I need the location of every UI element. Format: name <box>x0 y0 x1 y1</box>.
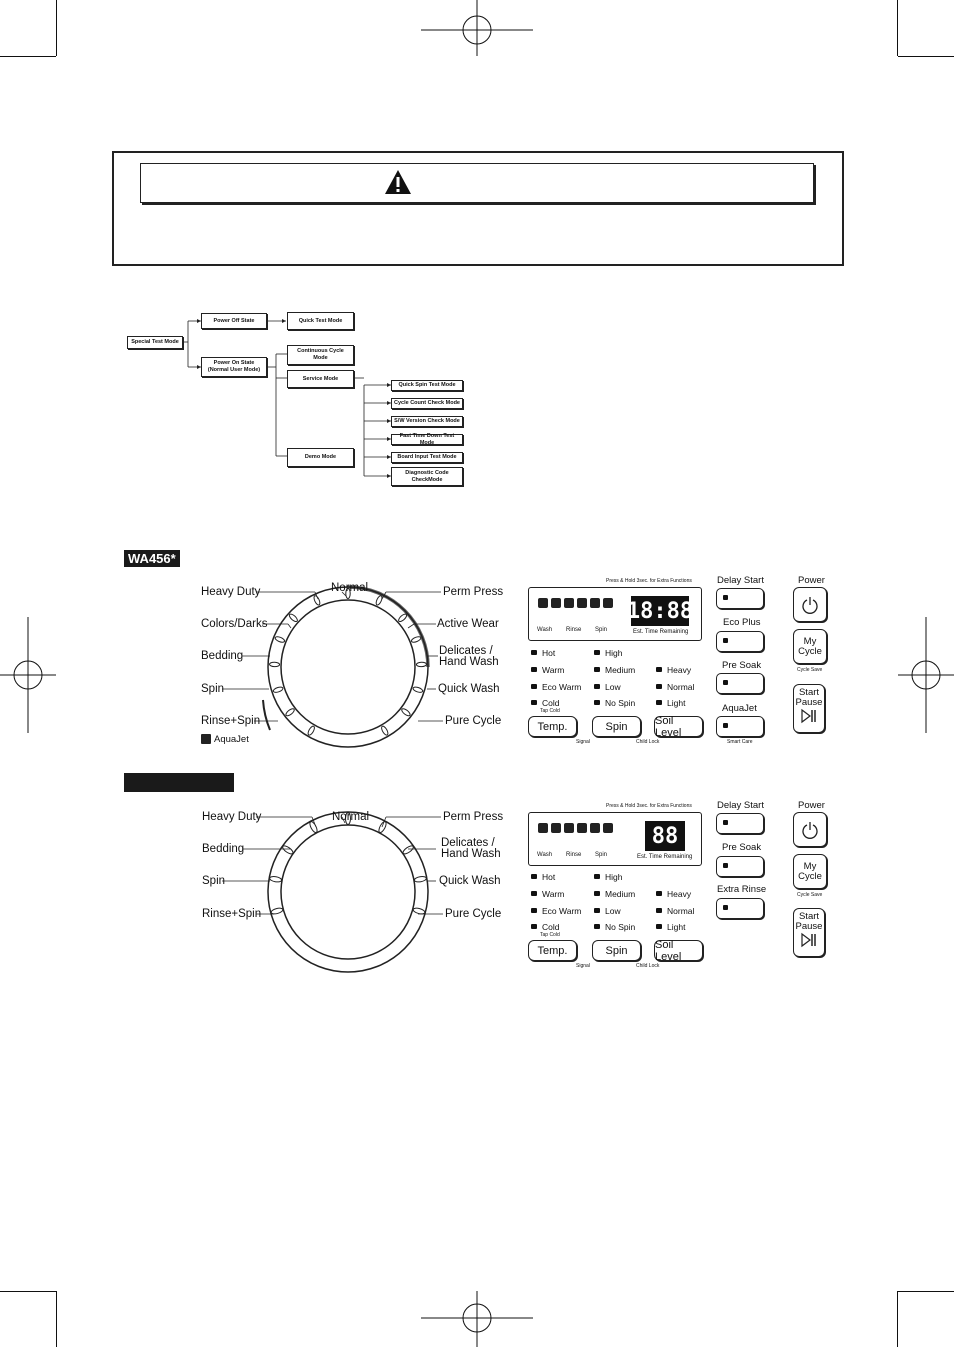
dial-indicator <box>375 595 383 606</box>
soil-option-light: Light <box>656 698 685 708</box>
spin-option-high: High <box>594 872 622 882</box>
pre-soak-button[interactable] <box>716 673 764 694</box>
start-pause-button[interactable] <box>793 684 825 733</box>
power-label: Power <box>798 575 825 586</box>
dial-label-quick-wash: Quick Wash <box>439 875 501 887</box>
dial-label-rinse-spin: Rinse+Spin <box>201 715 261 727</box>
flow-service-mode: Service Mode <box>287 370 354 388</box>
flow-continuous-cycle: Continuous Cycle Mode <box>287 345 354 365</box>
eco-plus-label: Eco Plus <box>723 617 761 628</box>
display-icons <box>538 823 613 833</box>
cycle-save-label: Cycle Save <box>797 892 823 898</box>
dial-label-heavy-duty: Heavy Duty <box>202 811 262 823</box>
model-badge: WA456* <box>124 550 180 567</box>
dial-label-heavy-duty: Heavy Duty <box>201 586 261 598</box>
dial-indicator <box>269 662 279 667</box>
flow-service-item: Fast Time Down Test Mode <box>391 434 463 445</box>
tap-cold-label: Tap Cold <box>540 708 560 714</box>
dial-indicator <box>412 686 423 693</box>
dial-indicator <box>397 613 407 623</box>
dial-label-spin: Spin <box>202 875 226 887</box>
spin-option-no-spin: No Spin <box>594 922 635 932</box>
temp-option-hot: Hot <box>531 872 555 882</box>
status-wash: Wash <box>537 852 553 858</box>
dial-label-delicates: Delicates / Hand Wash <box>439 645 499 668</box>
tap-cold-label: Tap Cold <box>540 932 560 938</box>
start-pause-button[interactable] <box>793 908 825 957</box>
soil-option-heavy: Heavy <box>656 889 691 899</box>
aquajet-button[interactable] <box>716 716 764 737</box>
smart-care-label: Smart Care <box>727 739 753 745</box>
status-rinse: Rinse <box>566 627 582 633</box>
temp-option-cold: Cold <box>531 698 559 708</box>
power-label: Power <box>798 800 825 811</box>
model-badge-2 <box>124 773 234 792</box>
signal-label: Signal <box>576 739 590 745</box>
dial-indicator <box>414 876 427 883</box>
my-cycle-button[interactable]: My Cycle <box>793 854 827 889</box>
flowchart-connectors <box>0 0 954 500</box>
status-icon <box>564 823 574 833</box>
soil-level-button[interactable]: Soil Level <box>654 940 703 961</box>
dial-label-rinse-spin: Rinse+Spin <box>202 908 262 920</box>
status-wash: Wash <box>537 627 553 633</box>
child-lock-label: Child Lock <box>636 739 660 745</box>
display-icons <box>538 598 613 608</box>
flow-demo-mode: Demo Mode <box>287 448 354 467</box>
soil-option-light: Light <box>656 922 685 932</box>
time-display: 88 <box>645 821 685 851</box>
power-icon <box>801 821 819 839</box>
dial-indicator <box>281 844 294 855</box>
time-display: 18:88 <box>631 596 689 626</box>
status-spin: Spin <box>595 852 608 858</box>
dial-label-normal: Normal <box>332 811 370 823</box>
temp-button[interactable]: Temp. <box>528 940 577 961</box>
eco-plus-button[interactable] <box>716 631 764 652</box>
est-time-label: Est. Time Remaining <box>633 629 689 635</box>
spin-option-no-spin: No Spin <box>594 698 635 708</box>
flow-service-item: Cycle Count Check Mode <box>391 398 463 409</box>
pre-soak-label: Pre Soak <box>722 660 762 671</box>
aquajet-label: AquaJet <box>214 734 249 745</box>
temp-option-warm: Warm <box>531 889 564 899</box>
my-cycle-button[interactable]: My Cycle <box>793 629 827 664</box>
spin-option-medium: Medium <box>594 889 635 899</box>
spin-option-low: Low <box>594 906 621 916</box>
temp-option-cold: Cold <box>531 922 559 932</box>
display-panel <box>528 587 702 641</box>
status-icon <box>590 823 600 833</box>
temp-option-warm: Warm <box>531 665 564 675</box>
spin-button[interactable]: Spin <box>592 716 641 737</box>
flow-service-item: S/W Version Check Mode <box>391 416 463 427</box>
dial-indicator <box>401 707 412 717</box>
dial-label-pure-cycle: Pure Cycle <box>445 908 502 920</box>
signal-label: Signal <box>576 963 590 969</box>
status-icon <box>564 598 574 608</box>
soil-option-heavy: Heavy <box>656 665 691 675</box>
dial-indicator <box>307 725 316 736</box>
dial-label-perm-press: Perm Press <box>443 586 504 598</box>
power-icon <box>801 596 819 614</box>
dial-indicator <box>269 876 282 883</box>
soil-level-button[interactable]: Soil Level <box>654 716 703 737</box>
cycle-save-label: Cycle Save <box>797 667 823 673</box>
status-spin: Spin <box>595 627 608 633</box>
delay-start-label: Delay Start <box>717 575 764 586</box>
hold-note: Press & Hold 3sec. for Extra Functions <box>606 803 692 809</box>
dial-label-bedding: Bedding <box>201 650 244 662</box>
status-icon <box>551 823 561 833</box>
cycle-dial-2 <box>190 805 510 985</box>
flow-service-item: Quick Spin Test Mode <box>391 380 463 391</box>
power-button[interactable] <box>793 812 827 847</box>
dial-label-perm-press: Perm Press <box>443 811 504 823</box>
temp-button[interactable]: Temp. <box>528 716 577 737</box>
play-pause-icon <box>800 708 818 724</box>
spin-option-low: Low <box>594 682 621 692</box>
spin-option-high: High <box>594 648 622 658</box>
dial-label-pure-cycle: Pure Cycle <box>445 715 502 727</box>
status-icon <box>603 823 613 833</box>
extra-rinse-label: Extra Rinse <box>717 884 767 895</box>
flow-service-item: Diagnostic Code CheckMode <box>391 467 463 486</box>
pre-soak-button[interactable] <box>716 856 764 877</box>
temp-option-hot: Hot <box>531 648 555 658</box>
cycle-dial-1 <box>190 580 510 760</box>
dial-label-spin: Spin <box>201 683 225 695</box>
status-icon <box>603 598 613 608</box>
dial-indicator <box>411 636 422 644</box>
flow-power-on-state: Power On State (Normal User Mode) <box>201 357 267 377</box>
hold-note: Press & Hold 3sec. for Extra Functions <box>606 578 692 584</box>
flow-special-test-mode: Special Test Mode <box>127 336 183 349</box>
dial-indicator <box>274 636 285 644</box>
dial-label-delicates: Delicates / Hand Wash <box>441 837 501 860</box>
est-time-label: Est. Time Remaining <box>637 854 693 860</box>
dial-indicator <box>308 821 318 834</box>
dial-indicator <box>377 821 387 834</box>
delay-start-button[interactable] <box>716 588 764 609</box>
child-lock-label: Child Lock <box>636 963 660 969</box>
delay-start-label: Delay Start <box>717 800 764 811</box>
dial-indicator <box>402 844 415 855</box>
temp-option-eco-warm: Eco Warm <box>531 906 581 916</box>
start-pause-label: Start Pause <box>795 687 823 708</box>
pre-soak-label: Pre Soak <box>722 842 762 853</box>
flow-power-off-state: Power Off State <box>201 313 267 329</box>
dial-label-colors-darks: Colors/Darks <box>201 618 268 630</box>
start-pause-label: Start Pause <box>795 911 823 932</box>
dial-label-bedding: Bedding <box>202 843 245 855</box>
status-icon <box>538 823 548 833</box>
temp-option-eco-warm: Eco Warm <box>531 682 581 692</box>
dial-indicator <box>380 725 389 736</box>
dial-indicator <box>273 686 284 693</box>
spin-option-medium: Medium <box>594 665 635 675</box>
status-icon <box>538 598 548 608</box>
extra-rinse-button[interactable] <box>716 898 764 919</box>
soil-option-normal: Normal <box>656 682 694 692</box>
flow-service-item: Board Input Test Mode <box>391 452 463 463</box>
dial-label-normal: Normal <box>331 582 369 594</box>
status-icon <box>577 823 587 833</box>
status-icon <box>551 598 561 608</box>
status-rinse: Rinse <box>566 852 582 858</box>
dial-indicator <box>288 613 298 623</box>
flow-quick-test-mode: Quick Test Mode <box>287 312 354 330</box>
dial-indicator <box>416 662 426 667</box>
status-icon <box>590 598 600 608</box>
display-panel <box>528 812 702 866</box>
delay-start-button[interactable] <box>716 813 764 834</box>
aquajet-icon <box>201 734 211 744</box>
aquajet-button-label: AquaJet <box>722 703 757 714</box>
power-button[interactable] <box>793 587 827 622</box>
status-icon <box>577 598 587 608</box>
spin-button[interactable]: Spin <box>592 940 641 961</box>
soil-option-normal: Normal <box>656 906 694 916</box>
dial-label-active-wear: Active Wear <box>437 618 499 630</box>
play-pause-icon <box>800 932 818 948</box>
dial-indicator <box>285 707 296 717</box>
dial-label-quick-wash: Quick Wash <box>438 683 500 695</box>
